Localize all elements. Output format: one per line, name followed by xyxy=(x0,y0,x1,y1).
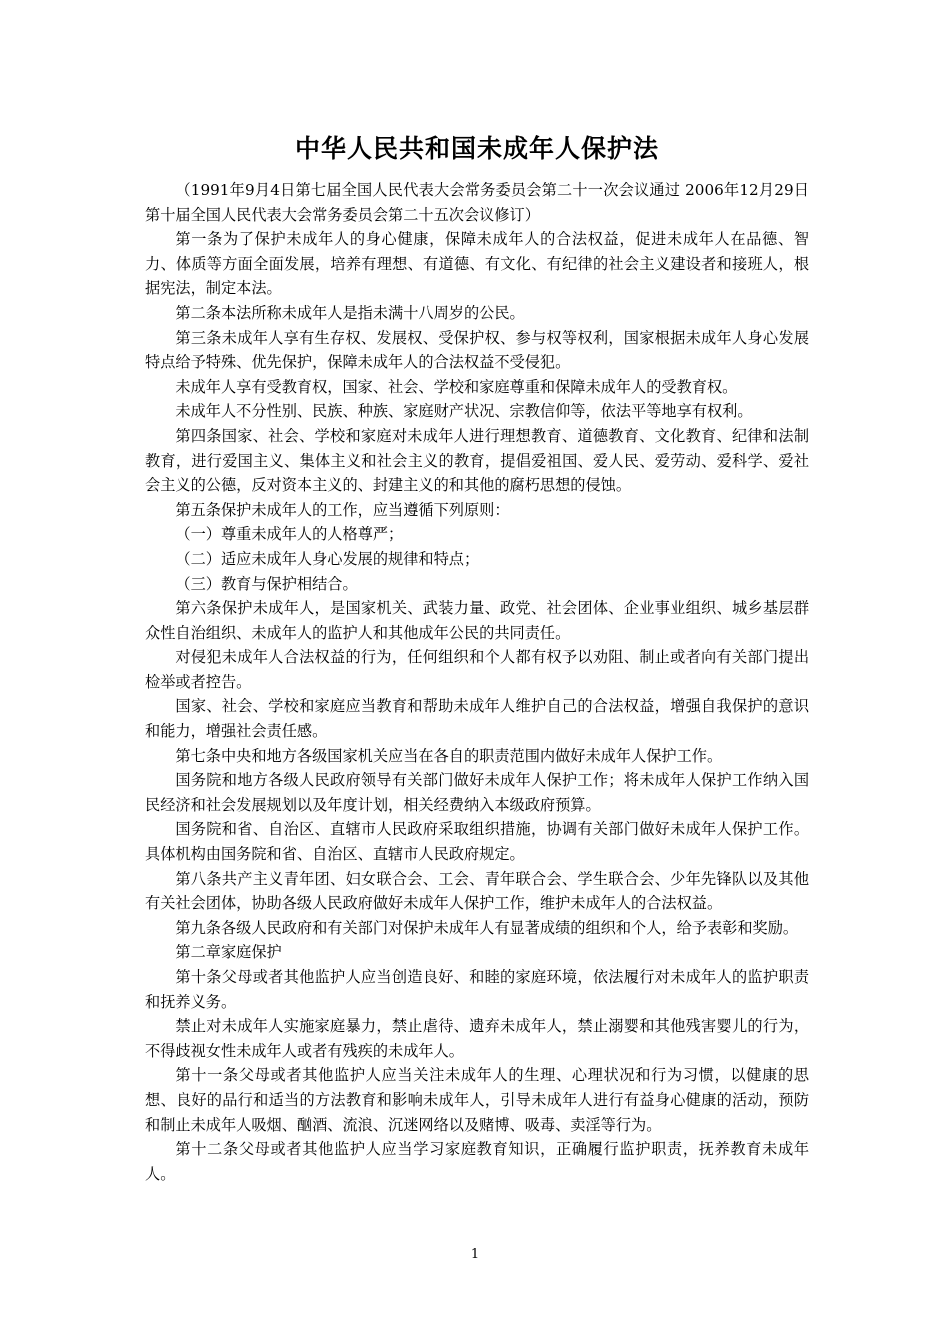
document-title: 中华人民共和国未成年人保护法 xyxy=(294,134,659,163)
paragraph: 第十条父母或者其他监护人应当创造良好、和睦的家庭环境，依法履行对未成年人的监护职责和抚养义务。 xyxy=(145,968,809,1011)
paragraph: 第六条保护未成年人，是国家机关、武装力量、政党、社会团体、企业事业组织、城乡基层群众性自治组织、未成年人的监护人和其他成年公民的共同责任。 xyxy=(145,599,809,642)
paragraph: （1991年9月4日第七届全国人民代表大会常务委员会第二十一次会议通过 2006年12月29日第十届全国人民代表大会常务委员会第二十五次会议修订） xyxy=(145,181,809,224)
paragraph: 禁止对未成年人实施家庭暴力，禁止虐待、遗弃未成年人，禁止溺婴和其他残害婴儿的行为，不得歧视女性未成年人或者有残疾的未成年人。 xyxy=(145,1017,809,1060)
paragraph: 第八条共产主义青年团、妇女联合会、工会、青年联合会、学生联合会、少年先锋队以及其他有关社会团体，协助各级人民政府做好未成年人保护工作，维护未成年人的合法权益。 xyxy=(145,869,809,913)
paragraph: 第七条中央和地方各级国家机关应当在各自的职责范围内做好未成年人保护工作。 xyxy=(175,746,723,765)
paragraph: 第五条保护未成年人的工作，应当遵循下列原则： xyxy=(175,500,510,519)
paragraph: 第一条为了保护未成年人的身心健康，保障未成年人的合法权益，促进未成年人在品德、智力、体质等方面全面发展，培养有理想、有道德、有文化、有纪律的社会主义建设者和接班人，根据宪法，制定本法。 xyxy=(145,230,809,298)
paragraph: （一）尊重未成年人的人格尊严； xyxy=(175,525,404,544)
paragraph: 国务院和省、自治区、直辖市人民政府采取组织措施，协调有关部门做好未成年人保护工作。具体机构由国务院和省、自治区、直辖市人民政府规定。 xyxy=(145,820,809,864)
paragraph: 第二条本法所称未成年人是指未满十八周岁的公民。 xyxy=(175,303,525,322)
paragraph-list xyxy=(145,178,809,1186)
paragraph: 第九条各级人民政府和有关部门对保护未成年人有显著成绩的组织和个人，给予表彰和奖励。 xyxy=(175,918,799,937)
paragraph: 第二章家庭保护 xyxy=(175,943,282,962)
paragraph: 未成年人享有受教育权，国家、社会、学校和家庭尊重和保障未成年人的受教育权。 xyxy=(175,377,738,396)
paragraph: 未成年人不分性别、民族、种族、家庭财产状况、宗教信仰等，依法平等地享有权利。 xyxy=(175,402,753,421)
paragraph: 国务院和地方各级人民政府领导有关部门做好未成年人保护工作；将未成年人保护工作纳入国民经济和社会发展规划以及年度计划，相关经费纳入本级政府预算。 xyxy=(145,771,809,814)
paragraph: （二）适应未成年人身心发展的规律和特点； xyxy=(175,549,480,568)
paragraph: （三）教育与保护相结合。 xyxy=(175,574,358,593)
paragraph: 对侵犯未成年人合法权益的行为，任何组织和个人都有权予以劝阻、制止或者向有关部门提出检举或者控告。 xyxy=(145,648,809,691)
page-number: 1 xyxy=(470,1247,480,1262)
paragraph: 国家、社会、学校和家庭应当教育和帮助未成年人维护自己的合法权益，增强自我保护的意识和能力，增强社会责任感。 xyxy=(145,697,809,741)
paragraph: 第十二条父母或者其他监护人应当学习家庭教育知识，正确履行监护职责，抚养教育未成年人。 xyxy=(145,1140,809,1183)
paragraph: 第四条国家、社会、学校和家庭对未成年人进行理想教育、道德教育、文化教育、纪律和法制教育，进行爱国主义、集体主义和社会主义的教育，提倡爱祖国、爱人民、爱劳动、爱科学、爱社会主义的公德，反对资本主义的、封建主义的和其他的腐朽思想的侵蚀。 xyxy=(145,426,809,495)
paragraph: 第三条未成年人享有生存权、发展权、受保护权、参与权等权利，国家根据未成年人身心发展特点给予特殊、优先保护，保障未成年人的合法权益不受侵犯。 xyxy=(145,328,809,372)
document-body xyxy=(145,130,809,1186)
paragraph: 第十一条父母或者其他监护人应当关注未成年人的生理、心理状况和行为习惯，以健康的思想、良好的品行和适当的方法教育和影响未成年人，引导未成年人进行有益身心健康的活动，预防和制止未成年人吸烟、酗酒、流浪、沉迷网络以及赌博、吸毒、卖淫等行为。 xyxy=(145,1066,809,1134)
